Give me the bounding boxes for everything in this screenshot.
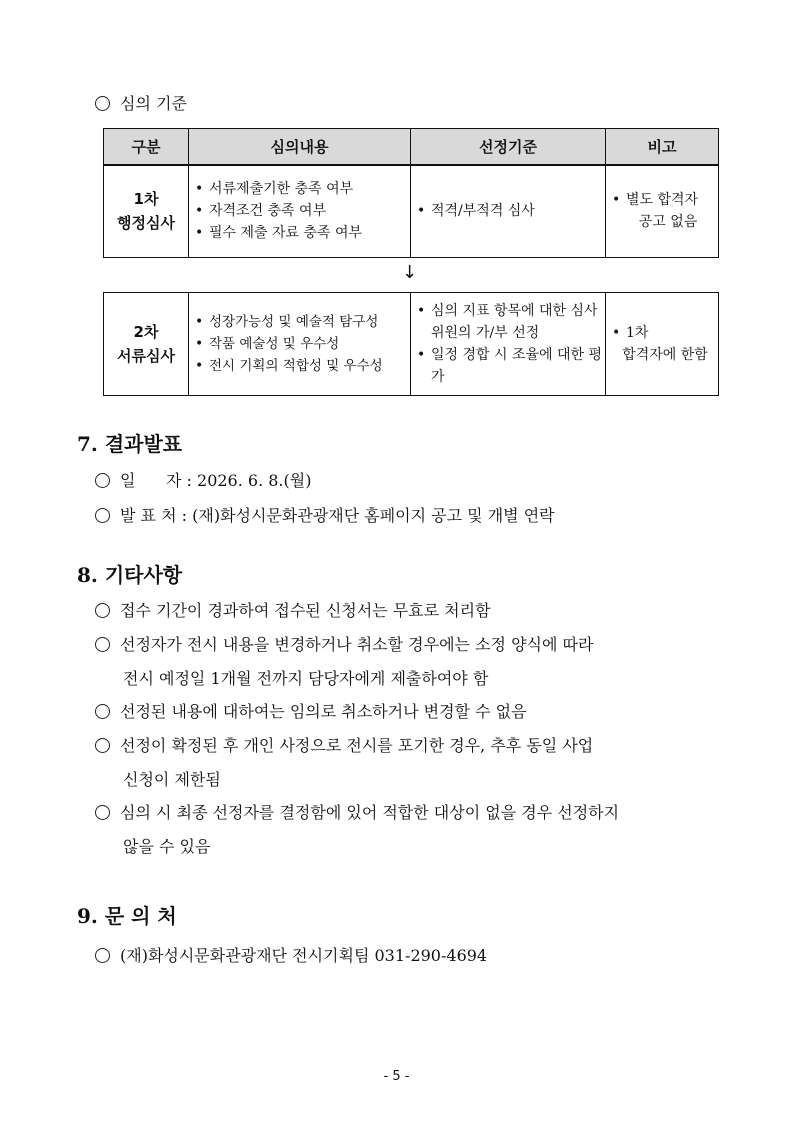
stage2-contents bbox=[189, 293, 411, 396]
table-row bbox=[104, 293, 719, 396]
circle-bullet-icon bbox=[95, 473, 110, 488]
table-header-row bbox=[104, 129, 719, 165]
list-item: • 작품 예술성 및 우수성 bbox=[195, 333, 410, 355]
circle-bullet-icon bbox=[95, 508, 110, 523]
result-date: 일 자 : 2026. 6. 8.(월) bbox=[95, 470, 725, 492]
section7-title: 7. 결과발표 bbox=[77, 432, 183, 456]
list-item: • 자격조건 충족 여부 bbox=[195, 200, 410, 222]
circle-bullet-icon bbox=[95, 948, 110, 963]
stage1-contents bbox=[189, 165, 411, 258]
circle-bullet-icon bbox=[95, 738, 110, 753]
list-item: • 필수 제출 자료 충족 여부 bbox=[195, 222, 410, 244]
stage1-note: • 별도 합격자 공고 없음 bbox=[606, 165, 719, 258]
criteria-heading: 심의 기준 bbox=[95, 93, 187, 115]
stage2-note: • 1차 합격자에 한함 bbox=[606, 293, 719, 396]
result-place: 발 표 처 : (재)화성시문화관광재단 홈페이지 공고 및 개별 연락 bbox=[95, 505, 725, 527]
header-content: 심의내용 bbox=[189, 129, 411, 165]
stage1-criteria bbox=[411, 165, 606, 258]
circle-bullet-icon bbox=[95, 637, 110, 652]
evaluation-table-stage2 bbox=[103, 292, 719, 396]
list-item: • 서류제출기한 충족 여부 bbox=[195, 178, 410, 200]
list-item: • 적격/부적격 심사 bbox=[417, 200, 605, 222]
header-criteria: 선정기준 bbox=[411, 129, 606, 165]
list-item: 선정이 확정된 후 개인 사정으로 전시를 포기한 경우, 추후 동일 사업 신청이 제한됨 bbox=[95, 735, 725, 791]
circle-bullet-icon bbox=[95, 96, 110, 111]
list-item: 선정된 내용에 대하여는 임의로 취소하거나 변경할 수 없음 bbox=[95, 701, 725, 723]
circle-bullet-icon bbox=[95, 805, 110, 820]
circle-bullet-icon bbox=[95, 603, 110, 618]
list-item: • 성장가능성 및 예술적 탐구성 bbox=[195, 311, 410, 333]
list-item: 선정자가 전시 내용을 변경하거나 취소할 경우에는 소정 양식에 따라 전시 예정일 1개월 전까지 담당자에게 제출하여야 함 bbox=[95, 634, 725, 690]
section9-title: 9. 문 의 처 bbox=[77, 904, 177, 928]
section8-title: 8. 기타사항 bbox=[77, 563, 183, 587]
header-category: 구분 bbox=[104, 129, 189, 165]
table-row bbox=[104, 165, 719, 258]
stage1-name: 1차 행정심사 bbox=[104, 165, 189, 258]
down-arrow-icon: ↓ bbox=[402, 262, 418, 283]
list-item: 심의 시 최종 선정자를 결정함에 있어 적합한 대상이 없을 경우 선정하지 않을 수 있음 bbox=[95, 802, 725, 858]
evaluation-table-stage1 bbox=[103, 128, 719, 258]
page-number: - 5 - bbox=[383, 1069, 410, 1084]
circle-bullet-icon bbox=[95, 704, 110, 719]
stage2-name: 2차 서류심사 bbox=[104, 293, 189, 396]
list-item: • 전시 기획의 적합성 및 우수성 bbox=[195, 355, 410, 377]
contact-info: (재)화성시문화관광재단 전시기획팀 031-290-4694 bbox=[95, 945, 725, 967]
list-item: • 일정 경합 시 조율에 대한 평가 bbox=[417, 344, 605, 388]
header-note: 비고 bbox=[606, 129, 719, 165]
list-item: 접수 기간이 경과하여 접수된 신청서는 무효로 처리함 bbox=[95, 600, 725, 622]
list-item: • 심의 지표 항목에 대한 심사위원의 가/부 선정 bbox=[417, 300, 605, 344]
stage2-criteria bbox=[411, 293, 606, 396]
